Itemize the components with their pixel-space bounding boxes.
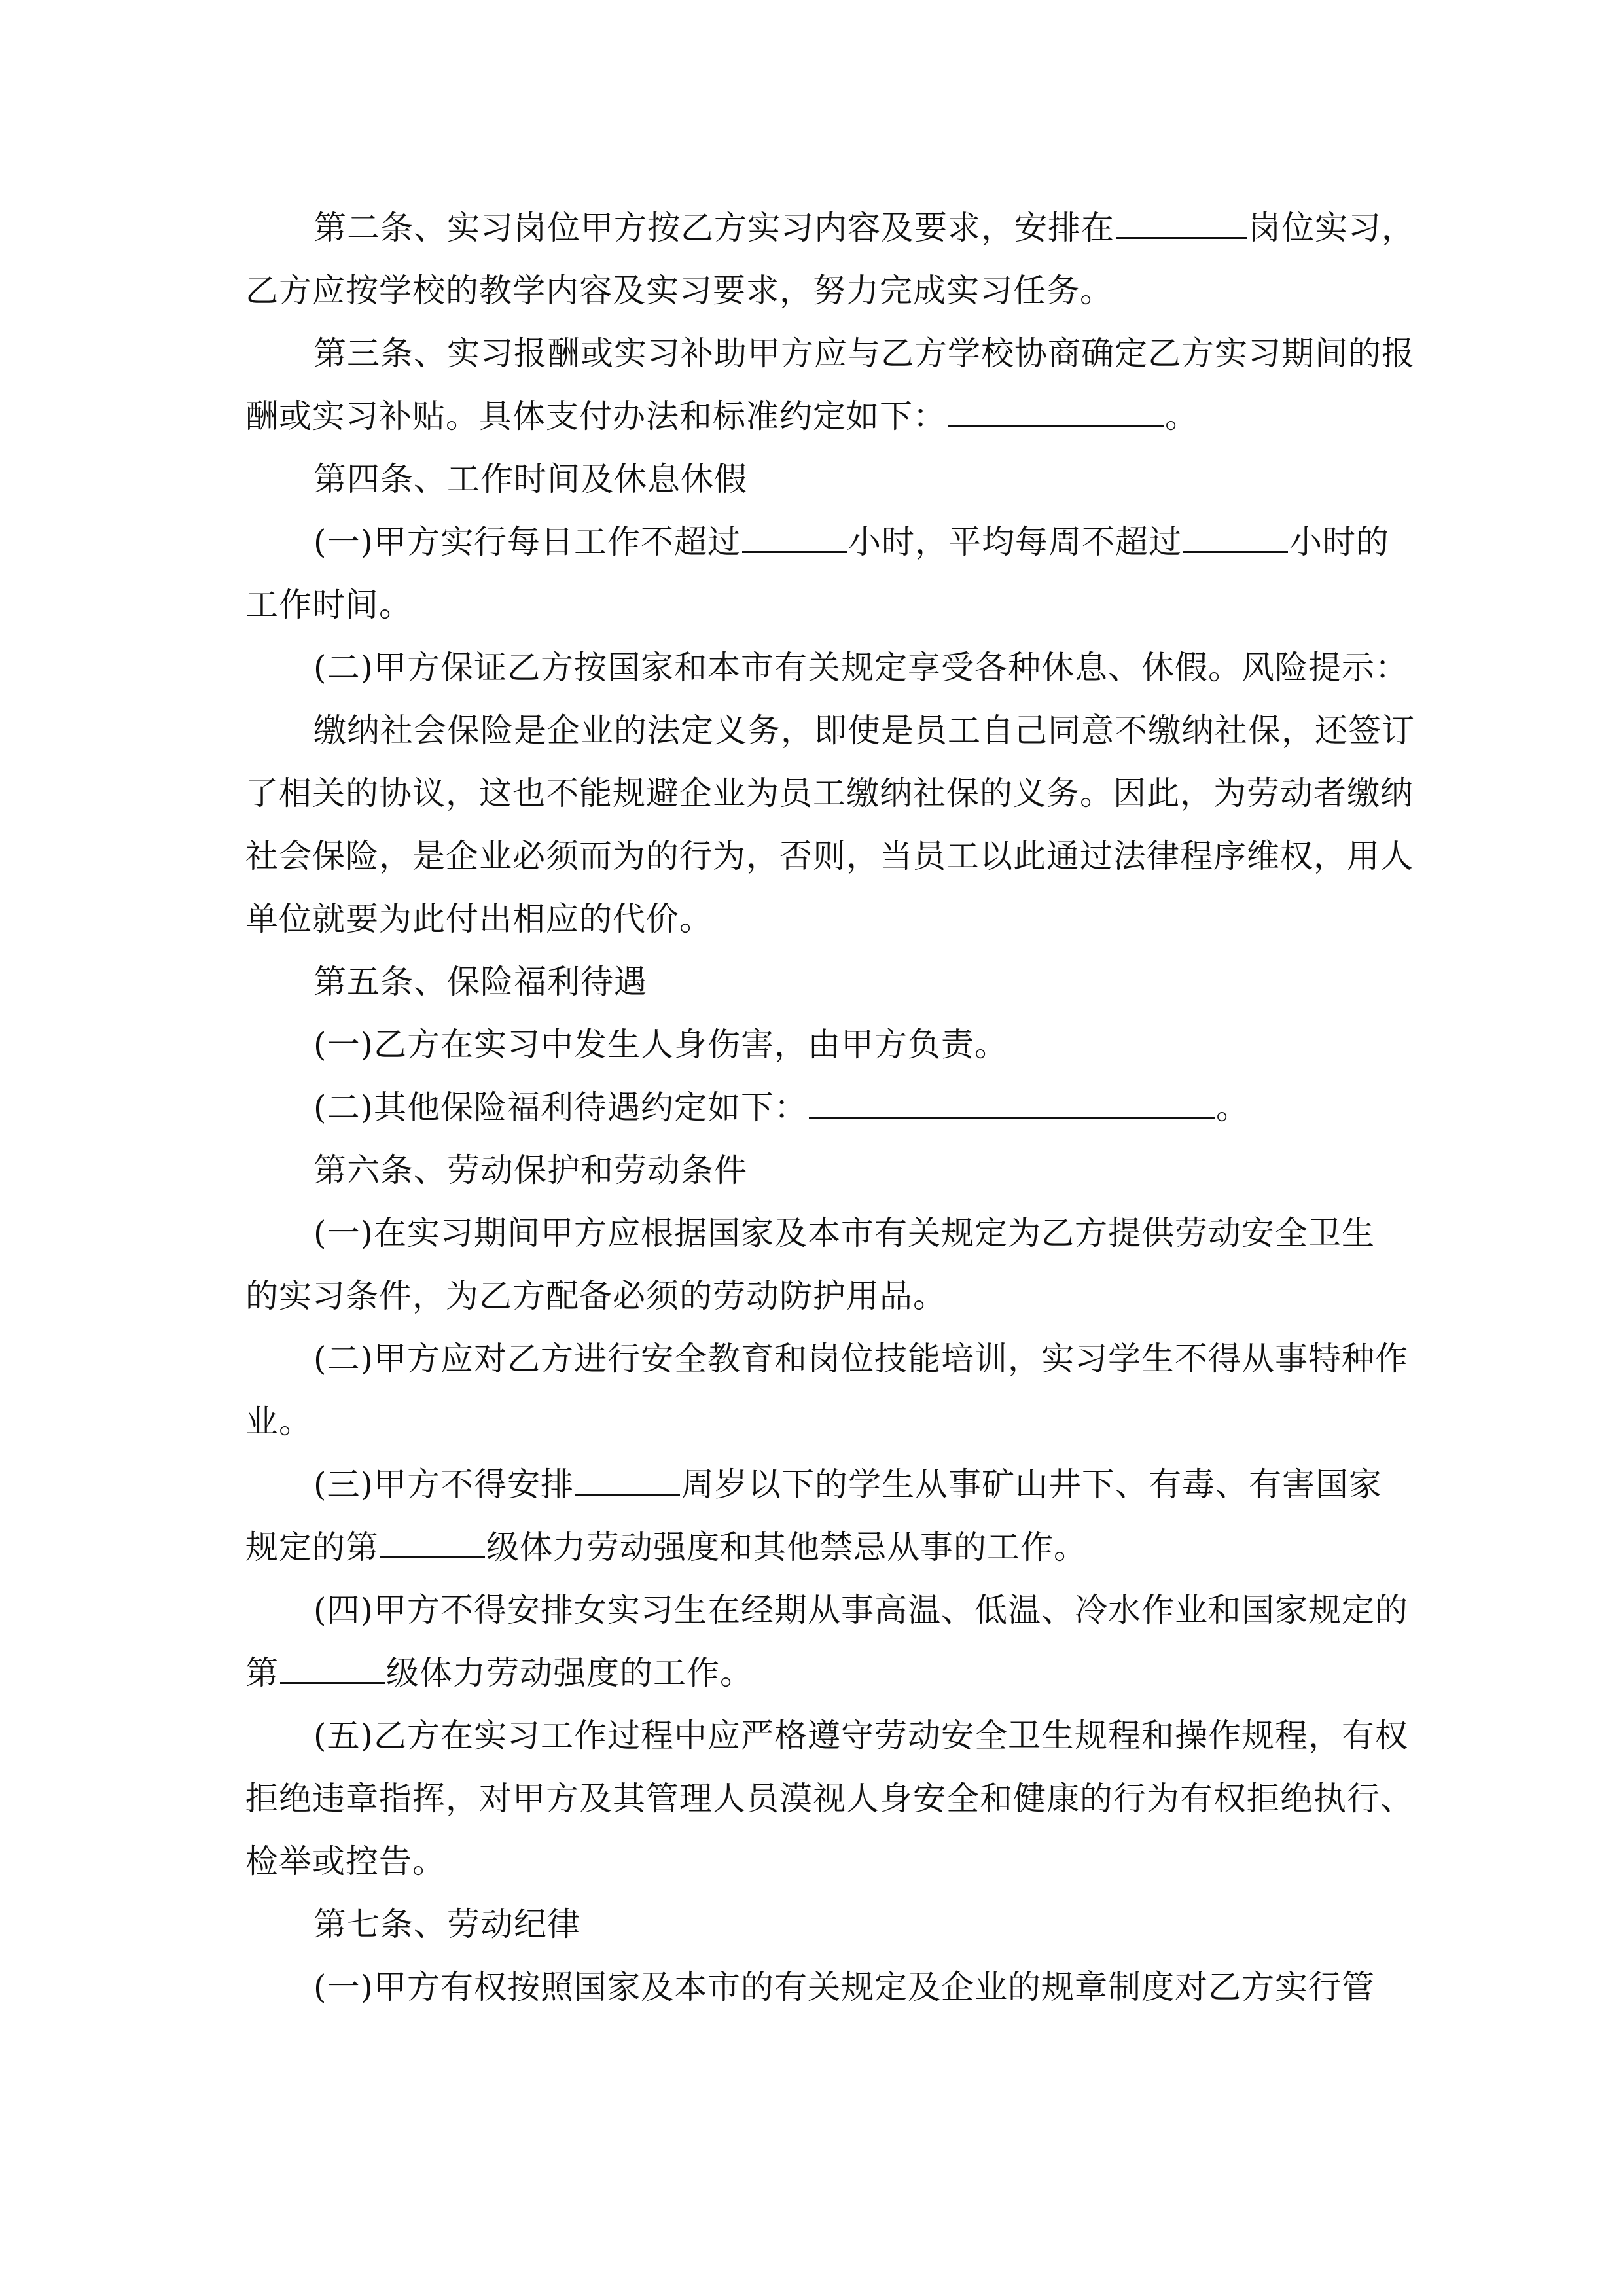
text-line	[245, 1202, 1376, 1265]
text-line	[245, 699, 1415, 762]
text-line	[245, 1704, 1409, 1767]
fill-in-blank	[280, 1641, 385, 1684]
text-segment: 单位就要为此付出相应的代价。	[245, 900, 713, 938]
text-line	[245, 259, 1371, 322]
text-line	[245, 636, 1409, 699]
text-line	[245, 1453, 1383, 1516]
text-segment: 业。	[245, 1403, 312, 1441]
fill-in-blank	[742, 511, 847, 553]
text-segment: (二)甲方应对乙方进行安全教育和岗位技能培训，实习学生不得从事特种作	[313, 1340, 1409, 1378]
text-line	[245, 950, 1371, 1013]
fill-in-blank	[809, 1076, 1215, 1119]
text-segment: (二)其他保险福利待遇约定如下：	[313, 1088, 808, 1126]
text-segment: 级体力劳动强度和其他禁忌从事的工作。	[486, 1528, 1087, 1566]
text-line	[245, 1265, 1371, 1327]
text-line	[245, 1830, 1371, 1893]
text-segment: (三)甲方不得安排	[313, 1465, 575, 1503]
text-segment: 。	[1165, 397, 1198, 435]
fill-in-blank	[948, 385, 1164, 427]
text-line	[245, 825, 1414, 888]
text-line	[245, 1767, 1414, 1830]
text-line	[245, 573, 1371, 636]
text-segment: 的实习条件，为乙方配备必须的劳动防护用品。	[245, 1277, 946, 1315]
text-segment: 拒绝违章指挥，对甲方及其管理人员漠视人身安全和健康的行为有权拒绝执行、	[245, 1780, 1414, 1818]
text-segment: 第四条、工作时间及休息休假	[313, 460, 747, 498]
text-line	[245, 1076, 1371, 1139]
text-segment: 第	[245, 1654, 279, 1692]
text-line	[245, 1013, 1371, 1076]
text-line	[245, 1579, 1409, 1641]
text-line	[245, 322, 1415, 385]
text-segment: 检举或控告。	[245, 1842, 446, 1880]
text-line	[245, 1956, 1376, 2018]
text-segment: (一)甲方实行每日工作不超过	[313, 523, 741, 561]
contract-text-body	[245, 196, 1415, 2018]
text-line	[245, 1139, 1371, 1202]
text-line	[245, 448, 1371, 511]
text-segment: (四)甲方不得安排女实习生在经期从事高温、低温、冷水作业和国家规定的	[313, 1591, 1409, 1629]
text-segment: 乙方应按学校的教学内容及实习要求，努力完成实习任务。	[245, 272, 1113, 310]
text-segment: 周岁以下的学生从事矿山井下、有毒、有害国家	[681, 1465, 1383, 1503]
fill-in-blank	[380, 1516, 485, 1558]
text-segment: 工作时间。	[245, 586, 412, 624]
text-segment: (五)乙方在实习工作过程中应严格遵守劳动安全卫生规程和操作规程，有权	[313, 1717, 1409, 1755]
fill-in-blank	[1183, 511, 1288, 553]
text-segment: 第三条、实习报酬或实习补助甲方应与乙方学校协商确定乙方实习期间的报	[313, 334, 1415, 372]
text-line	[245, 196, 1415, 259]
text-line	[245, 1516, 1371, 1579]
text-segment: 规定的第	[245, 1528, 379, 1566]
text-segment: 级体力劳动强度的工作。	[386, 1654, 753, 1692]
text-segment: 第六条、劳动保护和劳动条件	[313, 1151, 747, 1189]
text-segment: 第二条、实习岗位甲方按乙方实习内容及要求，安排在	[313, 209, 1115, 247]
text-line	[245, 762, 1414, 825]
text-line	[245, 1893, 1371, 1956]
text-segment: 小时，平均每周不超过	[848, 523, 1183, 561]
text-segment: 。	[1216, 1088, 1250, 1126]
text-line	[245, 385, 1371, 448]
text-segment: 岗位实习，	[1248, 209, 1415, 247]
text-segment: (一)乙方在实习中发生人身伤害，由甲方负责。	[313, 1026, 1008, 1064]
text-segment: 缴纳社会保险是企业的法定义务，即使是员工自己同意不缴纳社保，还签订	[313, 711, 1415, 749]
text-line	[245, 1390, 1371, 1453]
text-segment: 第七条、劳动纪律	[313, 1905, 580, 1943]
text-segment: 小时的	[1289, 523, 1390, 561]
text-segment: 社会保险，是企业必须而为的行为，否则，当员工以此通过法律程序维权，用人	[245, 837, 1414, 875]
text-segment: 了相关的协议，这也不能规避企业为员工缴纳社保的义务。因此，为劳动者缴纳	[245, 774, 1414, 812]
text-line	[245, 888, 1371, 950]
text-line	[245, 1641, 1371, 1704]
fill-in-blank	[1116, 196, 1247, 239]
text-line	[245, 511, 1390, 573]
text-segment: 第五条、保险福利待遇	[313, 963, 647, 1001]
text-line	[245, 1327, 1409, 1390]
text-segment: 酬或实习补贴。具体支付办法和标准约定如下：	[245, 397, 946, 435]
fill-in-blank	[575, 1453, 680, 1496]
text-segment: (二)甲方保证乙方按国家和本市有关规定享受各种休息、休假。风险提示：	[313, 649, 1409, 687]
text-segment: (一)在实习期间甲方应根据国家及本市有关规定为乙方提供劳动安全卫生	[313, 1214, 1376, 1252]
text-segment: (一)甲方有权按照国家及本市的有关规定及企业的规章制度对乙方实行管	[313, 1968, 1376, 2006]
